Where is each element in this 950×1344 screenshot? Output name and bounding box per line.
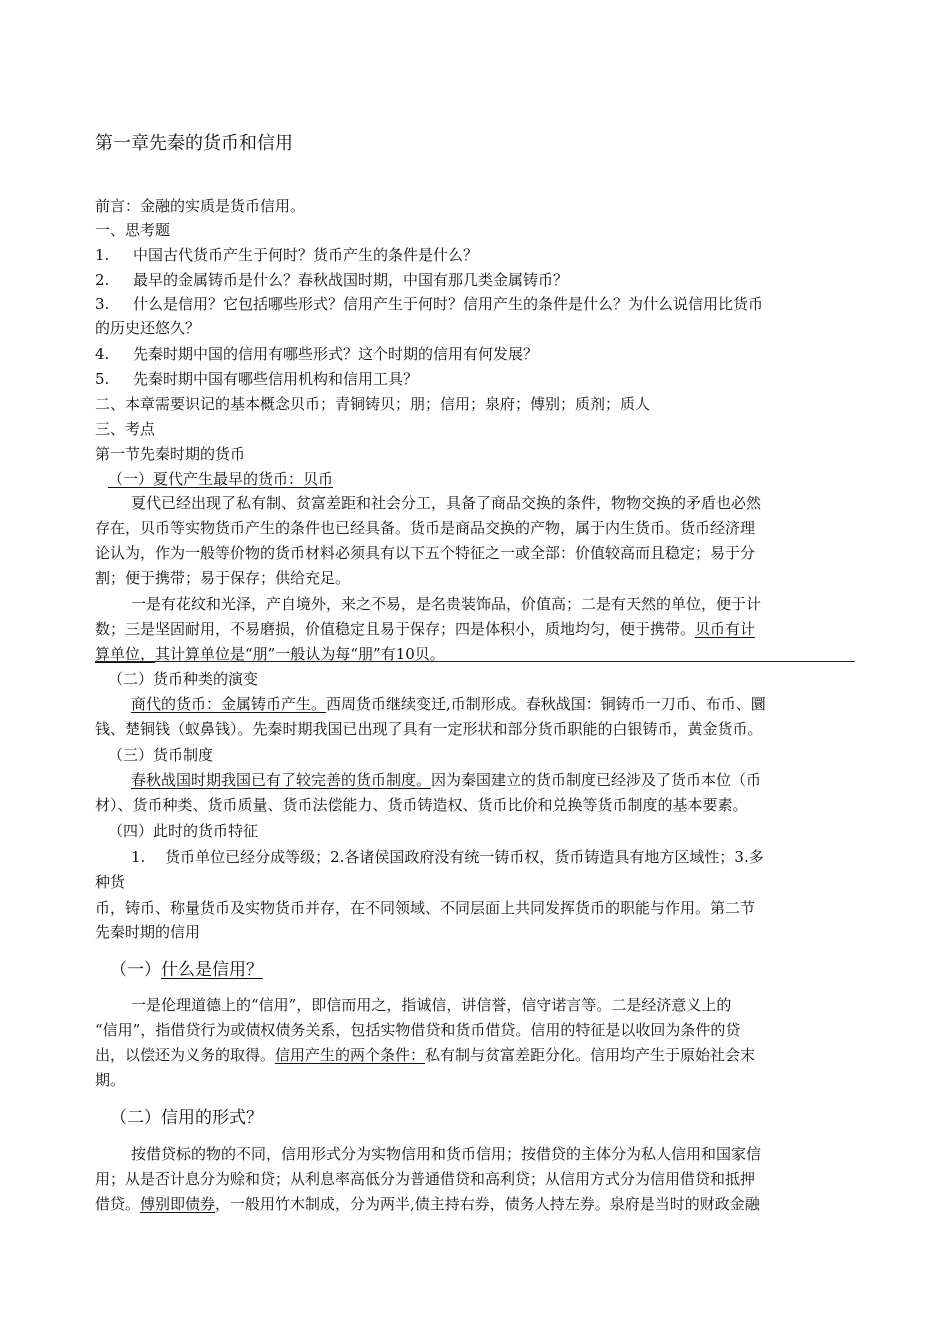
chapter-title: 第一章先秦的货币和信用: [95, 133, 293, 154]
paragraph-line: 割；便于携带；易于保存；供给充足。: [95, 569, 351, 587]
underlined-text: 傅别即债券: [140, 1195, 216, 1213]
question-number: 4.: [95, 345, 110, 363]
subheading-currency-features: （四）此时的货币特征: [108, 822, 259, 840]
paragraph-line: 1. 货币单位已经分成等级；2.各诸侯国政府没有统一铸币权，货币铸造具有地方区域性；3.多: [131, 848, 764, 866]
text-span: 私有制与贫富差距分化。信用均产生于原始社会末: [425, 1046, 756, 1064]
section-heading-concepts: 二、本章需要识记的基本概念贝币；青铜铸贝；朋；信用；泉府；傅别；质剂；质人: [95, 395, 651, 413]
paragraph-line: 存在，贝币等实物货币产生的条件也已经具备。货币是商品交换的产物，属于内生货币。货币经济理: [95, 519, 756, 537]
question-3-continued: 的历史还悠久？: [95, 319, 201, 337]
question-text: 什么是信用？它包括哪些形式？信用产生于何时？信用产生的条件是什么？为什么说信用比货币: [133, 295, 764, 313]
question-number: 1.: [95, 246, 110, 264]
question-5: [95, 369, 418, 389]
question-text: 中国古代货币产生于何时？货币产生的条件是什么？: [133, 246, 479, 264]
section-heading-keypoints: 三、考点: [95, 420, 156, 438]
underlined-text: 商代的货币：金属铸币产生。: [131, 695, 327, 713]
text-span: 借贷。: [95, 1195, 141, 1213]
paragraph-line: 论认为，作为一般等价物的货币材料必须具有以下五个特征之一或全部：价值较高而且稳定；易于分: [95, 544, 756, 562]
text-span: 出，以偿还为义务的取得。: [95, 1046, 276, 1064]
paragraph-line: 夏代已经出现了私有制、贫富差距和社会分工，具备了商品交换的条件，物物交换的矛盾也必然: [131, 494, 762, 512]
paragraph-line: 钱、楚铜钱（蚁鼻钱）。先秦时期我国已出现了具有一定形状和部分货币职能的白银铸币，黄金货币。: [95, 720, 763, 738]
underlined-text: 春秋战国时期我国已有了较完善的货币制度。: [131, 771, 432, 789]
paragraph-line: [95, 1045, 755, 1065]
subheading-text: 什么是信用？: [161, 960, 263, 980]
question-number: 3.: [95, 295, 110, 313]
text-span: 数；三是坚固耐用，不易磨损，价值稳定且易于保存；四是体积小，质地均匀，便于携带。: [95, 620, 696, 638]
question-number: 5.: [95, 370, 110, 388]
question-text: 先秦时期中国有哪些信用机构和信用工具？: [133, 370, 419, 388]
text-span: ，一般用竹木制成，分为两半,债主持右券，债务人持左券。泉府是当时的财政金融: [215, 1195, 760, 1213]
paragraph-line: 先秦时期的信用: [95, 923, 201, 941]
paragraph-line: 材）、货币种类、货币质量、货币法偿能力、货币铸造权、货币比价和兑换等货币制度的基本要素。: [95, 796, 748, 814]
text-span: 其计算单位是“朋”一般认为每“朋”有10贝。: [155, 645, 445, 663]
question-number: 2.: [95, 271, 110, 289]
underlined-text: 贝币有计: [695, 620, 756, 638]
subheading-currency-system: （三）货币制度: [108, 746, 214, 764]
subheading-text: （一）夏代产生最早的货币：贝币: [108, 470, 334, 488]
paragraph-line: 币，铸币、称量货币及实物货币并存，在不同领域、不同层面上共同发挥货币的职能与作用。第二节: [95, 899, 756, 917]
paragraph-line: [95, 619, 755, 639]
question-text: 先秦时期中国的信用有哪些形式？这个时期的信用有何发展？: [133, 345, 539, 363]
question-4: [95, 344, 538, 364]
question-text: 最早的金属铸币是什么？春秋战国时期，中国有那几类金属铸币？: [133, 271, 569, 289]
text-span: 因为秦国建立的货币制度已经涉及了货币本位（币: [431, 771, 762, 789]
text-span: 西周货币继续变迁,币制形成。春秋战国：铜铸币一刀币、布币、圜: [326, 695, 766, 713]
question-1: [95, 245, 478, 265]
paragraph-line: 期。: [95, 1071, 126, 1089]
underlined-text: 信用产生的两个条件：: [275, 1046, 426, 1064]
subheading-what-is-credit: [110, 960, 263, 980]
preface-line: 前言：金融的实质是货币信用。: [95, 197, 306, 215]
paragraph-line: 按借贷标的物的不同，信用形式分为实物信用和货币信用；按借贷的主体分为私人信用和国家信: [131, 1145, 762, 1163]
paragraph-line: 一是有花纹和光泽，产自境外，来之不易，是名贵装饰品，价值高；二是有天然的单位，便于计: [131, 595, 762, 613]
section-heading-questions: 一、思考题: [95, 221, 171, 239]
paragraph-line: [131, 694, 766, 714]
subheading-credit-forms: （二）信用的形式？: [110, 1108, 263, 1128]
subheading-number: （一）: [110, 960, 161, 980]
paragraph-line: 种货: [95, 873, 126, 891]
paragraph-line: [95, 1194, 760, 1214]
question-3: [95, 294, 763, 314]
subheading-currency-evolution: （二）货币种类的演变: [108, 670, 259, 688]
part-heading-currency: 第一节先秦时期的货币: [95, 445, 246, 463]
paragraph-line: [131, 770, 761, 790]
paragraph-line: 用；从是否计息分为赊和贷；从利息率高低分为普通借贷和高利贷；从信用方式分为信用借贷和抵押: [95, 1170, 756, 1188]
underlined-text: 算单位，: [95, 645, 156, 663]
paragraph-line: 一是伦理道德上的“信用”，即信而用之，指诚信，讲信誉，信守诺言等。二是经济意义上的: [131, 996, 732, 1014]
question-2: [95, 270, 568, 290]
paragraph-line: “信用”，指借贷行为或债权债务关系，包括实物借贷和货币借贷。信用的特征是以收回为条件的贷: [95, 1021, 741, 1039]
horizontal-rule: [95, 661, 855, 662]
subheading-shell-money: [108, 469, 333, 489]
